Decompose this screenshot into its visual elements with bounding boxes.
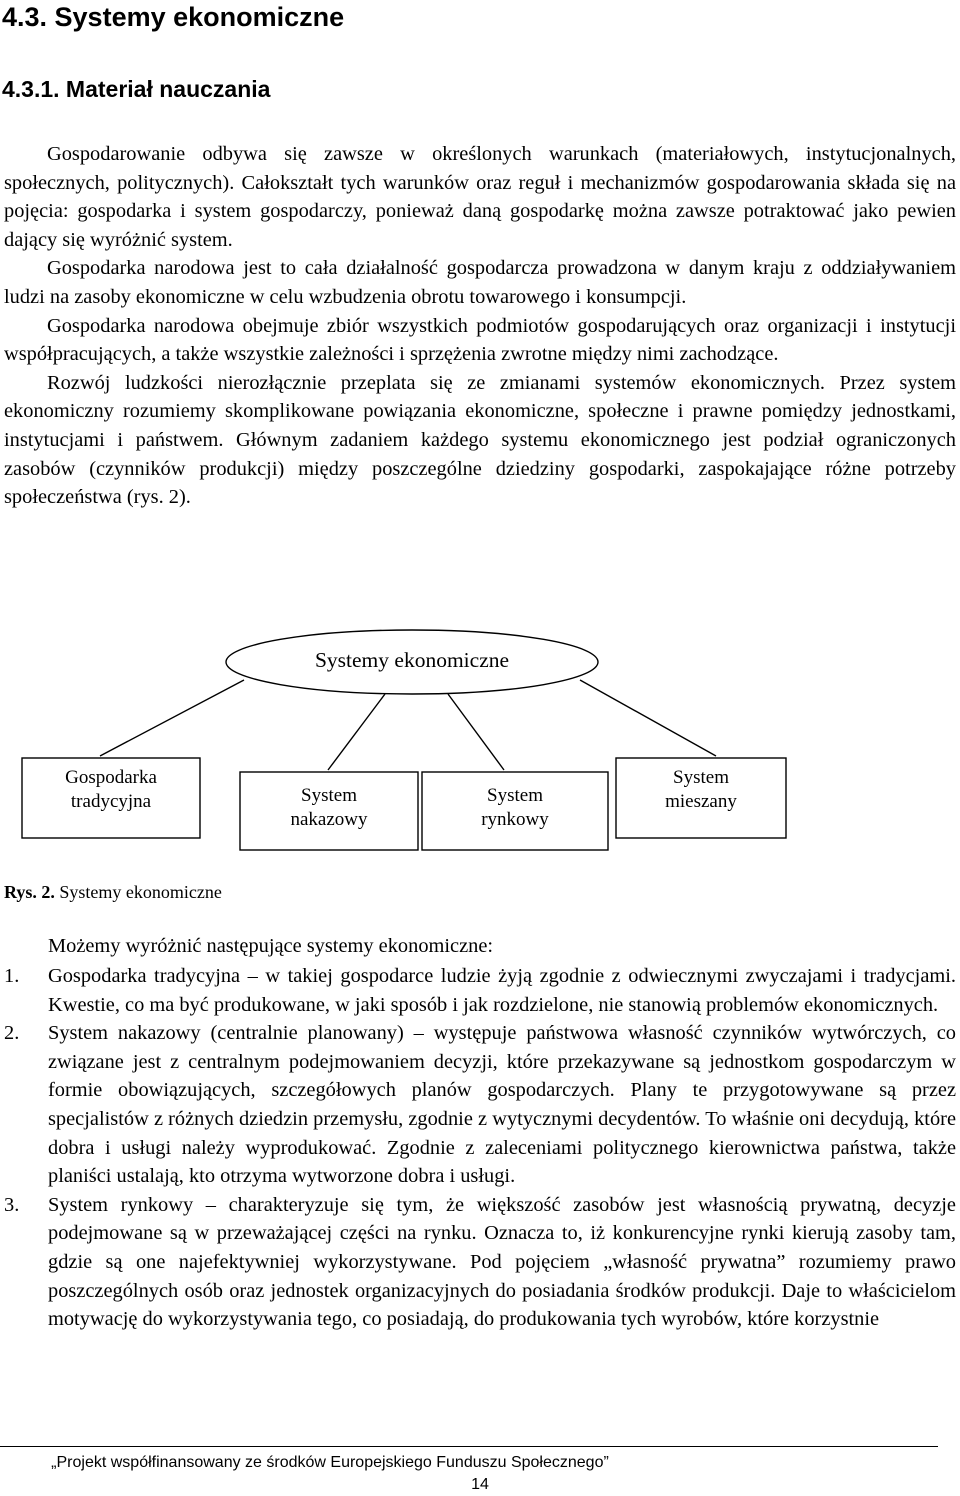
node-2-line-1: System: [301, 785, 357, 806]
list-item-number: 2.: [4, 1022, 20, 1045]
list-item: [4, 1019, 956, 1191]
list-item-number: 1.: [4, 965, 20, 987]
list-item-text: Gospodarka tradycyjna – w takiej gospodarce ludzie żyją zgodnie z odwiecznymi zwyczajami i tradycjami. Kwestie, co ma być produkowane, w jaki sposób i jak rozdzielone, nie stanowią problemów ekonomicznych.: [48, 965, 956, 1016]
systems-diagram: [0, 628, 960, 858]
caption-label: Rys. 2.: [4, 882, 55, 902]
diagram-node-1: [22, 766, 200, 814]
systems-list: [4, 962, 956, 1334]
connector-2: [328, 694, 385, 770]
figure-caption: [4, 880, 222, 904]
paragraph-2: Gospodarka narodowa jest to cała działalność gospodarcza prowadzona w danym kraju z oddziaływaniem ludzi na zasoby ekonomiczne w celu wzbudzenia obrotu towarowego i konsumpcji.: [4, 257, 956, 308]
paragraph-3: Gospodarka narodowa obejmuje zbiór wszystkich podmiotów gospodarujących oraz organizacji i instytucji współpracujących, a także wszystkie zależności i sprzężenia zwrotne między nimi zachodzące.: [4, 314, 956, 366]
connector-1: [100, 680, 244, 756]
list-item: [4, 962, 956, 1019]
connector-4: [580, 680, 716, 756]
footer-divider: [0, 1446, 938, 1447]
node-3-line-1: System: [487, 785, 543, 806]
list-intro: Możemy wyróżnić następujące systemy ekonomiczne:: [48, 935, 494, 957]
list-item-text: System nakazowy (centralnie planowany) – występuje państwowa własność czynników wytwórczych, co związane jest z centralnym podejmowaniem decyzji, które przekazywane są jednostkom gospodarczym w formie obowiązujących, szczegółowych planów gospodarczych. Plany te przygotowywane są przez specjalistów z różnych dziedzin przemysłu, zgodnie z wytycznymi decydentów. To właśnie oni decydują, które dobra i usługi należy wyprodukować. Zgodnie z zaleceniami politycznego kierownictwa państwa, także planiści ustalają, kto otrzyma wytworzone dobra i usługi.: [48, 1022, 956, 1188]
diagram-node-3: [422, 784, 608, 832]
diagram-root-label: Systemy ekonomiczne: [314, 648, 510, 672]
subsection-title: 4.3.1. Materiał nauczania: [2, 76, 271, 102]
node-3-line-2: rynkowy: [481, 809, 549, 830]
list-item-text: System rynkowy – charakteryzuje się tym, że większość zasobów jest własnością prywatną, decyzje podejmowane są w przeważającej części na rynku. Oznacza to, iż konkurencyjne rynki kierują zasoby tam, gdzie są one najefektywniej wykorzystywane. Pod pojęciem „własność prywatna” rozumiemy prawo poszczególnych osób oraz jednostek organizacyjnych do posiadania środków produkcji. Daje to właścicielom motywację do wykorzystywania tego, co posiadają, do produkowania tych wyrobów, które korzystnie: [48, 1193, 956, 1331]
node-1-line-2: tradycyjna: [70, 791, 152, 812]
node-2-line-2: nakazowy: [290, 809, 368, 830]
footer-text: „Projekt współfinansowany ze środków Europejskiego Funduszu Społecznego”: [51, 1454, 609, 1471]
paragraph-4: Rozwój ludzkości nierozłącznie przeplata się ze zmianami systemów ekonomicznych. Przez system ekonomiczny rozumiemy skomplikowane powiązania ekonomiczne, społeczne i prawne pomiędzy jednostkami, instytucjami i państwem. Głównym zadaniem każdego systemu ekonomicznego jest podział ograniczonych zasobów (czynników produkcji) między poszczególne dziedziny gospodarki, zaspokajające różne potrzeby społeczeństwa (rys. 2).: [4, 371, 956, 509]
diagram-node-4: [616, 766, 786, 814]
list-item-number: 3.: [4, 1193, 20, 1216]
node-4-line-1: System: [673, 767, 729, 788]
node-1-line-1: Gospodarka: [65, 767, 157, 788]
body-text: [4, 140, 956, 512]
paragraph-1: Gospodarowanie odbywa się zawsze w określonych warunkach (materiałowych, instytucjonalnych, społecznych, politycznych). Całokształt tych warunków oraz reguł i mechanizmów gospodarowania składa się na pojęcia: gospodarka i system gospodarczy, ponieważ daną gospodarkę można zawsze potraktować jako pewien dający się wyróżnić system.: [4, 143, 956, 251]
list-item: [4, 1191, 956, 1334]
node-4-line-2: mieszany: [665, 791, 737, 812]
page-number: 14: [471, 1476, 489, 1493]
section-title: 4.3. Systemy ekonomiczne: [2, 2, 345, 32]
diagram-node-2: [240, 784, 418, 832]
connector-3: [448, 694, 504, 770]
caption-text: Systemy ekonomiczne: [54, 882, 222, 902]
